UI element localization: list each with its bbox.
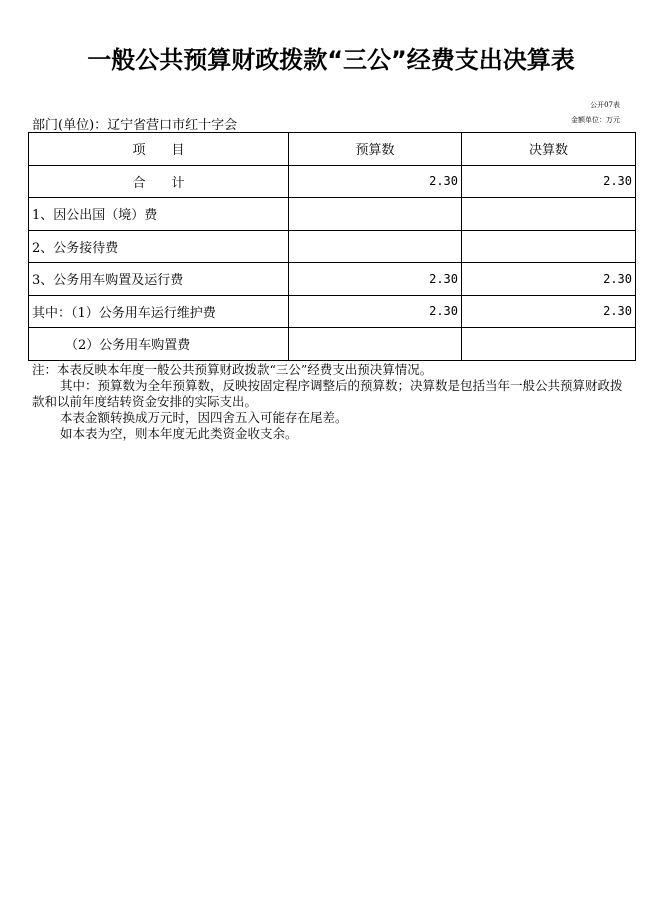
notes bbox=[32, 362, 632, 442]
row-final bbox=[462, 328, 636, 361]
row-item: 1、因公出国（境）费 bbox=[29, 198, 289, 231]
row-item: 合 计 bbox=[29, 165, 289, 198]
row-final: 2.30 bbox=[462, 263, 636, 296]
table-row bbox=[29, 198, 636, 231]
row-budget: 2.30 bbox=[289, 263, 462, 296]
row-item: 2、公务接待费 bbox=[29, 230, 289, 263]
header-budget: 预算数 bbox=[289, 133, 462, 166]
row-budget bbox=[289, 230, 462, 263]
row-final: 2.30 bbox=[462, 165, 636, 198]
expenditure-table bbox=[28, 132, 636, 361]
row-final: 2.30 bbox=[462, 295, 636, 328]
header-final: 决算数 bbox=[462, 133, 636, 166]
note-line: 其中：预算数为全年预算数，反映按固定程序调整后的预算数；决算数是包括当年一般公共预算财政拨款和以前年度结转资金安排的实际支出。 bbox=[32, 378, 623, 409]
row-final bbox=[462, 198, 636, 231]
table-row bbox=[29, 328, 636, 361]
amount-unit: 金额单位：万元 bbox=[571, 116, 620, 124]
header-item: 项 目 bbox=[29, 133, 289, 166]
row-budget: 2.30 bbox=[289, 295, 462, 328]
table-row bbox=[29, 295, 636, 328]
row-item: 其中：（1）公务用车运行维护费 bbox=[29, 295, 289, 328]
row-budget bbox=[289, 328, 462, 361]
row-item: （2）公务用车购置费 bbox=[29, 328, 289, 361]
page-title: 一般公共预算财政拨款“三公”经费支出决算表 bbox=[87, 46, 575, 74]
table-row bbox=[29, 230, 636, 263]
form-code: 公开07表 bbox=[590, 101, 620, 109]
table-row bbox=[29, 165, 636, 198]
note-line: 本表金额转换成万元时，因四舍五入可能存在尾差。 bbox=[60, 410, 348, 425]
table-row bbox=[29, 263, 636, 296]
note-line: 注：本表反映本年度一般公共预算财政拨款“三公”经费支出预决算情况。 bbox=[32, 362, 433, 377]
row-item: 3、公务用车购置及运行费 bbox=[29, 263, 289, 296]
table-header-row bbox=[29, 133, 636, 166]
note-line: 如本表为空，则本年度无此类资金收支余。 bbox=[60, 426, 298, 441]
department-label: 部门(单位)：辽宁省营口市红十字会 bbox=[32, 118, 238, 133]
row-final bbox=[462, 230, 636, 263]
row-budget bbox=[289, 198, 462, 231]
row-budget: 2.30 bbox=[289, 165, 462, 198]
